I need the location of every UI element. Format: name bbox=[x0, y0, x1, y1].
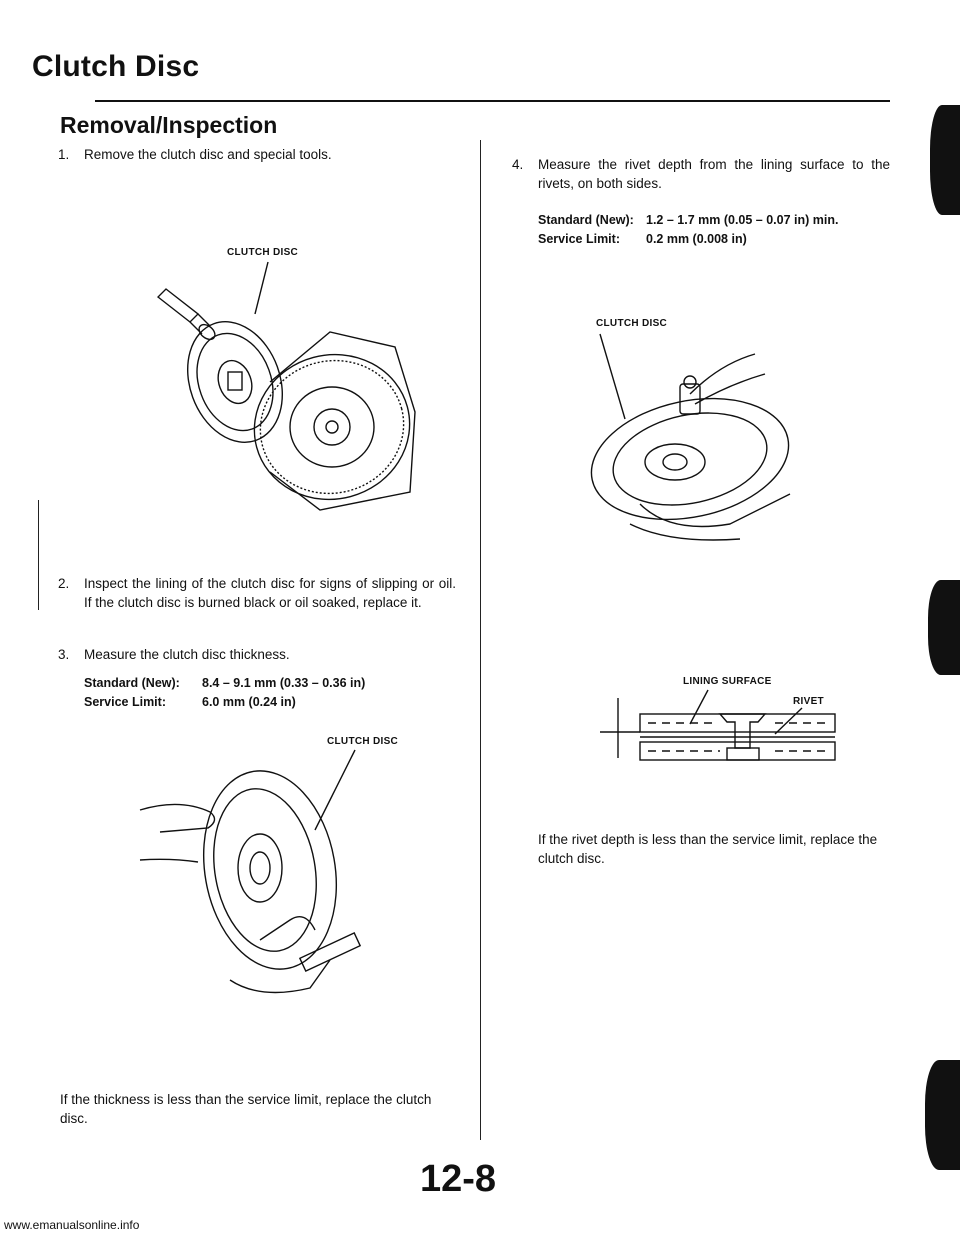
figure-caption: CLUTCH DISC bbox=[596, 318, 668, 329]
step-number: 3. bbox=[58, 647, 70, 662]
spec-value: 1.2 – 1.7 mm (0.05 – 0.07 in) min. bbox=[646, 213, 839, 227]
step-4 bbox=[512, 155, 890, 193]
disc-thickness-measurement-illustration bbox=[140, 750, 380, 1000]
thickness-note: If the thickness is less than the service limit, replace the clutch disc. bbox=[60, 1092, 432, 1126]
spec-label: Service Limit: bbox=[538, 232, 620, 246]
spec-label: Standard (New): bbox=[84, 676, 180, 690]
footer-url[interactable]: www.emanualsonline.info bbox=[4, 1218, 140, 1232]
figure-caption: CLUTCH DISC bbox=[327, 736, 399, 747]
step-text: Measure the rivet depth from the lining surface to the rivets, on both sides. bbox=[538, 157, 890, 191]
figure-caption: LINING SURFACE bbox=[683, 676, 772, 687]
section-subtitle: Removal/Inspection bbox=[60, 112, 278, 138]
margin-bar bbox=[38, 500, 39, 610]
step-text: Inspect the lining of the clutch disc for signs of slipping or oil. If the clutch disc is burned black or oil soaked, replace it. bbox=[84, 576, 456, 610]
thickness-spec bbox=[84, 674, 464, 712]
rivet-cross-section-diagram bbox=[590, 690, 850, 780]
spec-value: 8.4 – 9.1 mm (0.33 – 0.36 in) bbox=[202, 676, 366, 690]
spec-value: 6.0 mm (0.24 in) bbox=[202, 695, 296, 709]
figure-caption: RIVET bbox=[793, 696, 824, 707]
scan-edge-mark bbox=[925, 1060, 960, 1170]
rivet-note: If the rivet depth is less than the service limit, replace the clutch disc. bbox=[538, 832, 878, 866]
rivet-depth-measurement-illustration bbox=[580, 334, 830, 544]
step-number: 2. bbox=[58, 576, 70, 591]
step-2 bbox=[58, 574, 456, 612]
spec-value: 0.2 mm (0.008 in) bbox=[646, 232, 747, 246]
spec-label: Standard (New): bbox=[538, 213, 634, 227]
scan-edge-mark bbox=[928, 580, 960, 675]
step-number: 1. bbox=[58, 147, 70, 162]
title-rule bbox=[95, 100, 890, 102]
page-number: 12-8 bbox=[420, 1158, 497, 1200]
page-title: Clutch Disc bbox=[32, 50, 200, 83]
spec-label: Service Limit: bbox=[84, 695, 166, 709]
step-text: Remove the clutch disc and special tools. bbox=[84, 147, 332, 162]
step-number: 4. bbox=[512, 157, 524, 172]
step-3 bbox=[58, 645, 456, 664]
column-divider bbox=[480, 140, 481, 1140]
rivet-spec bbox=[538, 211, 898, 249]
clutch-disc-flywheel-illustration bbox=[150, 262, 450, 522]
scan-edge-mark bbox=[930, 105, 960, 215]
step-text: Measure the clutch disc thickness. bbox=[84, 647, 290, 662]
figure-caption: CLUTCH DISC bbox=[227, 247, 299, 258]
step-1 bbox=[58, 145, 454, 164]
